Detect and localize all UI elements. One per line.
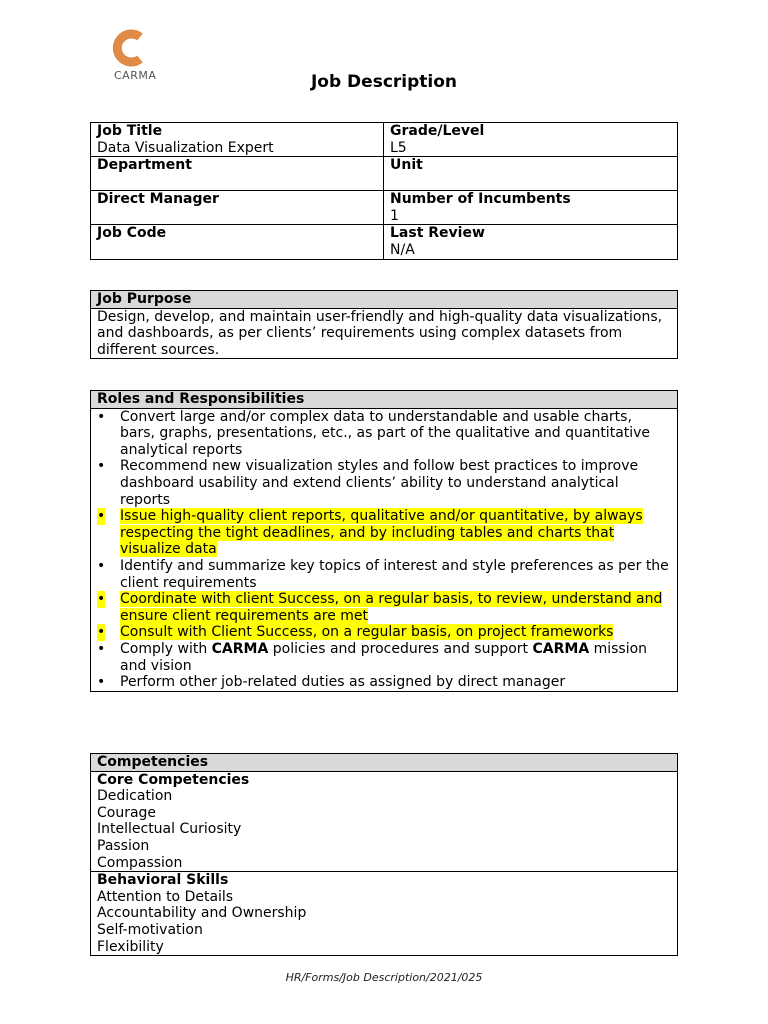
job-info-table [90, 122, 678, 260]
list-item: Compassion [97, 854, 183, 871]
page-title: Job Description [310, 72, 458, 92]
direct-manager-cell: Direct Manager [91, 191, 384, 225]
list-item: • Convert large and/or complex data to understandable and usable charts, bars, graphs, presentations, etc., as part of the qualitative and quantitative analytical reports [97, 409, 671, 459]
core-competencies-cell [91, 771, 678, 872]
logo-text: CARMA [114, 69, 157, 82]
footer-form-code: HR/Forms/Job Description/2021/025 [285, 971, 483, 984]
list-item: • Issue high-quality client reports, qualitative and/or quantitative, by always respecting the tight deadlines, and by including tables and charts that visualize data [97, 508, 671, 558]
job-purpose-table [90, 290, 678, 359]
table-row [91, 225, 678, 259]
table-row [91, 123, 678, 157]
job-purpose-text: Design, develop, and maintain user-friendly and high-quality data visualizations, and dashboards, as per clients’ requirements using complex datasets from different sources. [91, 308, 678, 359]
job-code-cell: Job Code [91, 225, 384, 259]
behavioral-skills-cell [91, 872, 678, 956]
list-item: • Perform other job-related duties as assigned by direct manager [97, 674, 671, 691]
behavioral-skills-header: Behavioral Skills [97, 872, 229, 889]
table-row [91, 157, 678, 191]
list-item: Flexibility [97, 938, 164, 955]
job-purpose-header: Job Purpose [91, 291, 678, 309]
list-item: Accountability and Ownership [97, 905, 307, 922]
list-item: Courage [97, 804, 157, 821]
competencies-header: Competencies [91, 754, 678, 772]
list-item: • Consult with Client Success, on a regular basis, on project frameworks [97, 624, 671, 641]
roles-list-cell [91, 408, 678, 691]
core-competencies-header: Core Competencies [97, 771, 250, 788]
list-item: Passion [97, 837, 150, 854]
job-title-cell: Job Title Data Visualization Expert [91, 123, 384, 157]
grade-level-cell: Grade/Level L5 [384, 123, 678, 157]
list-item: Dedication [97, 788, 173, 805]
list-item: • Identify and summarize key topics of interest and style preferences as per the client requirements [97, 558, 671, 591]
department-cell: Department [91, 157, 384, 191]
carma-logo-icon [110, 28, 152, 68]
list-item: • Coordinate with client Success, on a regular basis, to review, understand and ensure client requirements are met [97, 591, 671, 624]
unit-cell: Unit [384, 157, 678, 191]
competencies-table [90, 753, 678, 956]
number-of-incumbents-cell: Number of Incumbents 1 [384, 191, 678, 225]
list-item: • Recommend new visualization styles and follow best practices to improve dashboard usability and extend clients’ ability to understand analytical reports [97, 458, 671, 508]
roles-table [90, 390, 678, 692]
roles-header: Roles and Responsibilities [91, 391, 678, 409]
list-item: Attention to Details [97, 888, 234, 905]
list-item: Self-motivation [97, 921, 203, 938]
table-row [91, 191, 678, 225]
list-item: Intellectual Curiosity [97, 821, 242, 838]
roles-list [97, 409, 671, 691]
list-item: • Comply with CARMA policies and procedures and support CARMA mission and vision [97, 641, 671, 674]
last-review-cell: Last Review N/A [384, 225, 678, 259]
